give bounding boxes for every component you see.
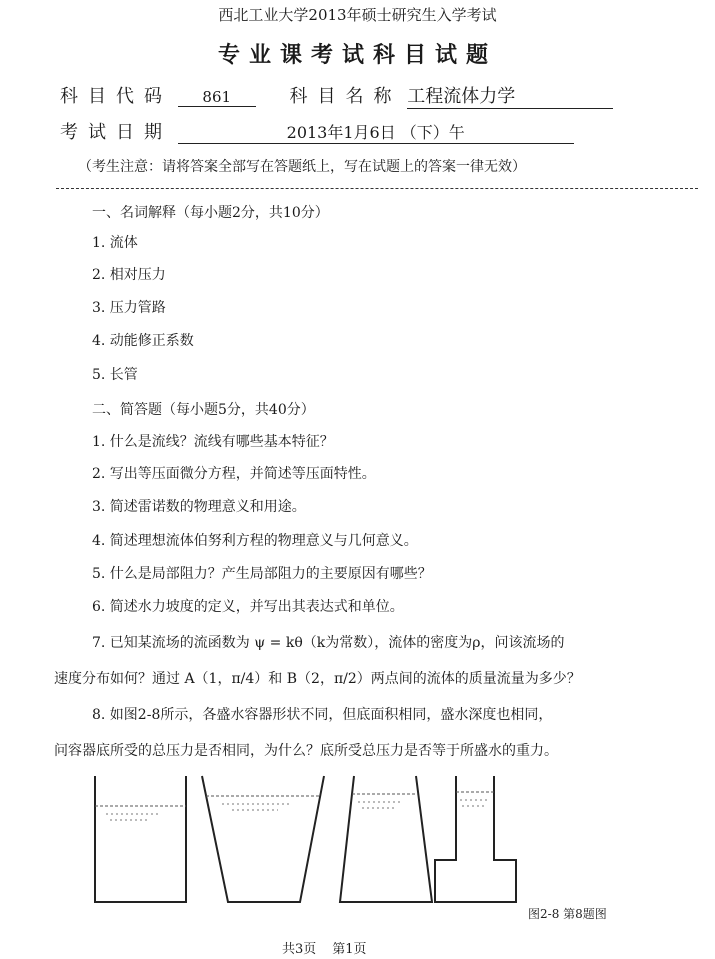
list-item: 6. 简述水力坡度的定义，并写出其表达式和单位。 <box>92 599 404 615</box>
exam-date-value: 2013年1月6日 （下）午 <box>178 120 574 144</box>
page-footer <box>282 938 367 957</box>
subject-code-label: 科目代码 <box>60 86 172 107</box>
container-1 <box>95 776 186 902</box>
list-item: 3. 压力管路 <box>92 300 166 316</box>
list-item: 5. 什么是局部阻力？产生局部阻力的主要原因有哪些？ <box>92 566 432 582</box>
exam-date-row <box>60 118 574 144</box>
list-item: 2. 写出等压面微分方程，并简述等压面特性。 <box>92 466 376 482</box>
list-item: 4. 简述理想流体伯努利方程的物理意义与几何意义。 <box>92 533 418 549</box>
container-4 <box>435 776 516 902</box>
subject-info-row <box>60 82 613 109</box>
question-8-line-1: 8. 如图2-8所示，各盛水容器形状不同，但底面积相同，盛水深度也相同， <box>92 707 553 723</box>
figure-caption: 图2-8 第8题图 <box>528 907 607 921</box>
separator-line <box>56 188 698 189</box>
list-item: 5. 长管 <box>92 367 138 383</box>
subject-name-value: 工程流体力学 <box>407 82 613 109</box>
list-item: 1. 流体 <box>92 235 138 251</box>
container-2 <box>202 776 324 902</box>
list-item: 3. 简述雷诺数的物理意义和用途。 <box>92 499 306 515</box>
exam-date-label: 考试日期 <box>60 122 172 143</box>
section-2-heading: 二、简答题（每小题5分，共40分） <box>92 402 315 418</box>
container-3 <box>340 776 432 902</box>
question-7-line-2: 速度分布如何？通过 A（1，π/4）和 B（2，π/2）两点间的流体的质量流量为多少？ <box>54 671 581 687</box>
list-item: 4. 动能修正系数 <box>92 333 194 349</box>
subject-code-value: 861 <box>178 88 256 107</box>
question-8-line-2: 问容器底所受的总压力是否相同，为什么？底所受总压力是否等于所盛水的重力。 <box>54 743 558 759</box>
question-7-line-1: 7. 已知某流场的流函数为 ψ = kθ（k为常数），流体的密度为ρ，问该流场的 <box>92 635 565 651</box>
list-item: 1. 什么是流线？流线有哪些基本特征？ <box>92 434 334 450</box>
exam-school-title: 西北工业大学2013年硕士研究生入学考试 <box>218 6 497 24</box>
list-item: 2. 相对压力 <box>92 267 166 283</box>
subject-name-label: 科目名称 <box>289 86 402 107</box>
section-1-heading: 一、名词解释（每小题2分，共10分） <box>92 205 329 221</box>
exam-notice: （考生注意：请将答案全部写在答题纸上，写在试题上的答案一律无效） <box>78 159 526 175</box>
current-page: 第1页 <box>332 942 367 957</box>
total-pages: 共3页 <box>282 942 317 957</box>
containers-figure <box>0 770 715 930</box>
page-title: 专业课考试科目试题 <box>217 42 497 68</box>
